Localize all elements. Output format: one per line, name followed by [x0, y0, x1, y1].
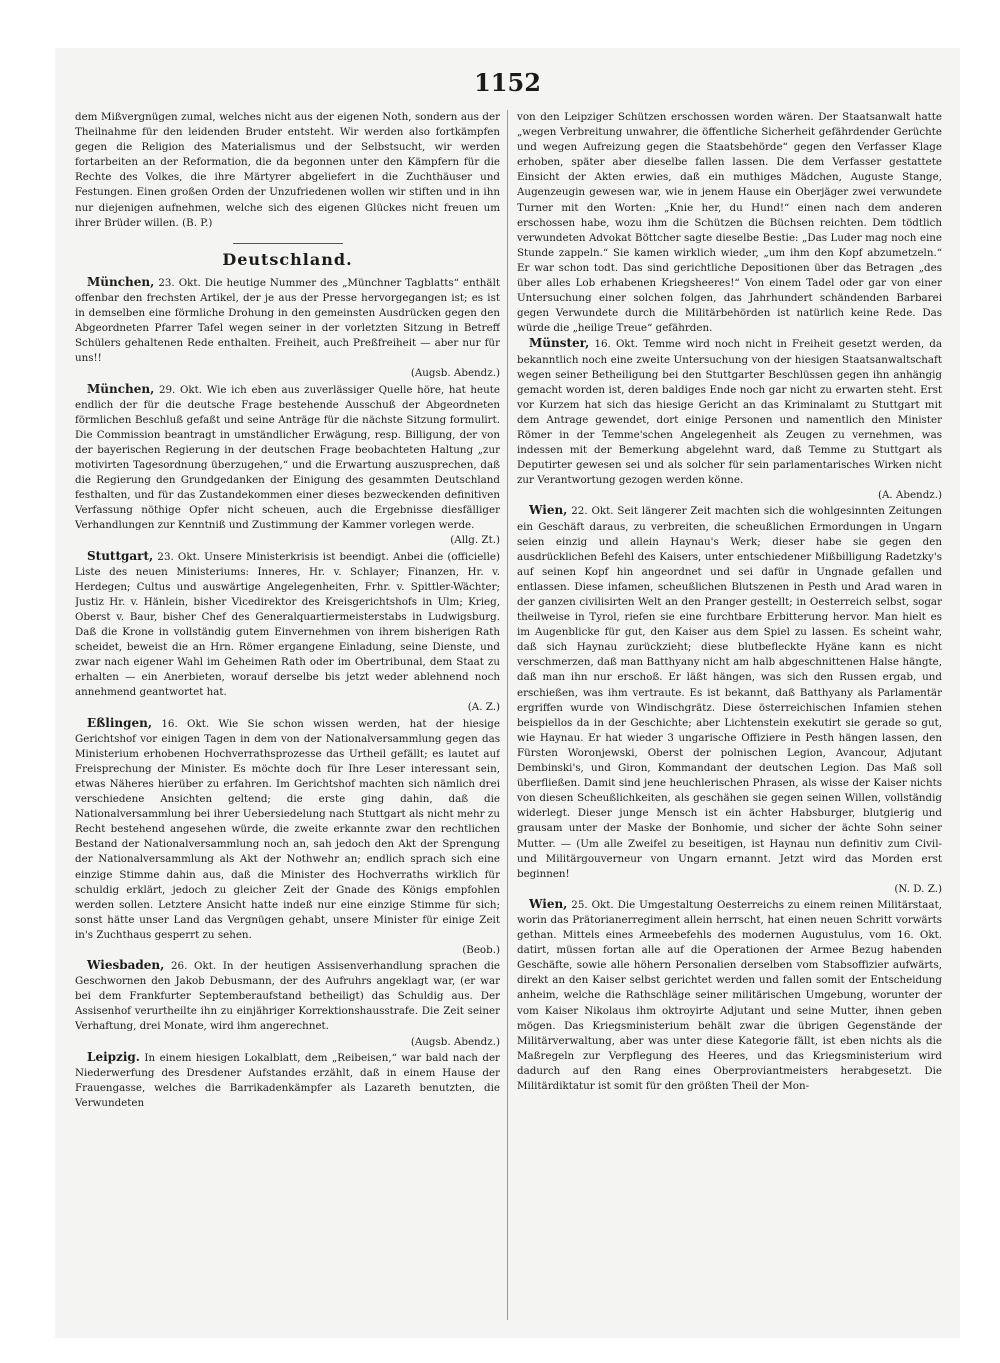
article-source: (A. Abendz.)	[877, 489, 942, 502]
article-dateline: Eßlingen,	[87, 715, 153, 730]
article-source: (N. D. Z.)	[894, 882, 942, 895]
article-text: 16. Okt. Temme wird noch nicht in Freiheit gesetzt werden, da bekanntlich noch eine zweite Untersuchung von der hiesigen Staatsanwaltschaft wegen seiner Betheiligung bei den Stuttgarter Beschlüssen gegen ihn anhängig gemacht worden ist, deren baldiges Ende noch gar nicht zu erwarten steht. Erst vor Kurzem hat sich das hiesige Gericht an das Kriminalamt zu Stuttgart mit dem Antrage gewendet, dort einige Personen und namentlich den Minister Römer in der Temme'schen Angelegenheit als Zeugen zu vernehmen, was indessen mit der Bemerkung abgelehnt ward, daß Temme zu Stuttgart als Deputirter gewesen sei und als solcher für sein parlamentarisches Wirken nicht zur Verantwortung gezogen werden könne.	[517, 338, 942, 487]
article-source: (Augsb. Abendz.)	[410, 367, 500, 380]
article-text: 26. Okt. In der heutigen Assisenverhandlung sprachen die Geschwornen den Jakob Debusmann, der des Aufruhrs angeklagt war, (er war bei dem Frankfurter Septemberaufstand betheiligt) das Schuldig aus. Der Assisenhof verurtheilte ihn zu einjähriger Korrektionshausstrafe. Die Zeit seiner Verhaftung, drei Monate, wird ihm angerechnet.	[75, 960, 500, 1033]
article-muenster	[517, 336, 942, 503]
article-dateline: Stuttgart,	[87, 548, 154, 563]
article-dateline: München,	[87, 381, 155, 396]
section-separator	[233, 243, 343, 244]
column-divider	[507, 110, 508, 1320]
article-text: 23. Okt. Unsere Ministerkrisis ist beendigt. Anbei die (officielle) Liste des neuen Ministeriums: Inneres, Hr. v. Schlayer; Finanzen, Hr. v. Herdegen; Cultus und auswärtige Angelegenheiten, Frhr. v. Spittler-Wächter; Justiz Hr. v. Hänlein, bisher Vicedirektor des Kreisgerichtshofs in Ulm; Krieg, Oberst v. Baur, bisher Chef des Generalquartiermeisterstabs in Ludwigsburg. Daß die Krone in vollständig gutem Einvernehmen von ihrem bisherigen Rath scheidet, beweist die an Hrn. Römer ergangene Einladung, seine Dienste, und zwar nach eigener Wahl im Geheimen Rath oder im Obertribunal, dem Staat zu erhalten — ein Anerbieten, worauf derselbe bis jetzt weder ablehnend noch annehmend geantwortet hat.	[75, 550, 500, 699]
article-muenchen-23	[75, 275, 500, 382]
article-source: (Beob.)	[462, 943, 500, 956]
article-text: 23. Okt. Die heutige Nummer des „Münchner Tagblatts“ enthält offenbar den frechsten Artikel, der je aus der Presse hervorgegangen ist; es ist in demselben eine förmliche Drohung in den gemeinsten Ausdrücken gegen den Abgeordneten Pfarrer Tafel wegen seiner in der vorletzten Sitzung in Betreff Schülers gehaltenen Rede enthalten. Freiheit, auch Preßfreiheit — aber nur für uns!!	[75, 276, 500, 365]
newspaper-page	[55, 48, 960, 1338]
left-intro-paragraph	[75, 110, 500, 231]
article-dateline: Wiesbaden,	[87, 958, 165, 973]
left-column	[75, 110, 500, 1325]
article-source: (A. Z.)	[467, 701, 500, 714]
article-wien-22	[517, 503, 942, 896]
article-text: 29. Okt. Wie ich eben aus zuverlässiger Quelle höre, hat heute endlich der für die deutsche Frage bestehende Ausschuß der Abgeordneten förmlichen Beschluß gefaßt und seine Anträge für die nächste Sitzung formulirt. Die Commission beantragt in umständlicher Erwägung, resp. Billigung, der von der bayerischen Regierung in der deutschen Frage beobachteten Haltung „zur motivirten Tagesordnung überzugehen,“ und die Erwartung auszusprechen, daß die Regierung den Grundgedanken der Einigung des gesammten Deutschland festhalten, und für das Zustandekommen einer dieses bezweckenden definitiven Verfassung nöthige Opfer nicht scheuen, auch die Ergebnisse diesfälliger Verhandlungen zur Kenntniß und Zustimmung der Kammer vorlegen werde.	[75, 383, 500, 532]
article-dateline: Münster,	[529, 336, 590, 351]
left-intro-text: dem Mißvergnügen zumal, welches nicht aus der eigenen Noth, sondern aus der Theilnahme für den leidenden Bruder entsteht. Wir werden also fortkämpfen gegen die Religion des Materialismus und der Selbstsucht, wir werden fortarbeiten an der Reformation, die da begonnen unter den Kämpfern für die Rechte des Volkes, die ihre Märtyrer abgeliefert in die Zuchthäuser und Festungen. Einen großen Orden der Unzufriedenen wollen wir stiften und in ihn nur diejenigen aufnehmen, welche sich des eigenen Glückes nicht freuen um ihrer Brüder willen.	[75, 111, 500, 229]
article-stuttgart	[75, 549, 500, 716]
article-muenchen-29	[75, 382, 500, 549]
article-text: 16. Okt. Wie Sie schon wissen werden, hat der hiesige Gerichtshof vor einigen Tagen in dem von der Nationalversammlung gegen das Ministerium erhobenen Hochverrathsprozesse das Urtheil gefällt; es lautet auf Freisprechung der Minister. Es möchte doch für Ihre Leser interessant sein, etwas Näheres hierüber zu erfahren. Im Gerichtshof machten sich nämlich drei verschiedene Ansichten geltend; die erste ging dahin, daß die Nationalversammlung bei ihrer Uebersiedelung nach Stuttgart als nicht mehr zu Recht bestehend angesehen würde, die zweite erkannte zwar den rechtlichen Bestand der Nationalversammlung noch an, sah jedoch den Akt der Sprengung der Nationalversammlung als Akt der Nothwehr an; endlich sprach sich eine einzige Stimme dahin aus, daß die Minister des Hochverraths wirklich für schuldig erklärt, jedoch zu gleicher Zeit der Gnade des Königs empfohlen werden sollen. Letztere Ansicht hatte indeß nur eine einzige Stimme für sich; sonst hätte unser Land das Vergnügen gehabt, unsere Minister für einige Zeit in's Zuchthaus gesperrt zu sehen.	[75, 717, 500, 941]
article-wiesbaden	[75, 958, 500, 1050]
right-column	[517, 110, 942, 1325]
article-dateline: Wien,	[529, 503, 568, 518]
article-wien-25	[517, 897, 942, 1094]
article-esslingen	[75, 716, 500, 959]
article-leipzig	[75, 1050, 500, 1111]
section-title: Deutschland.	[222, 249, 353, 269]
left-intro-source: (B. P.)	[182, 216, 213, 229]
article-text: 22. Okt. Seit längerer Zeit machten sich die wohlgesinnten Zeitungen ein Geschäft daraus, zu verbreiten, die scheußlichen Ermordungen in Ungarn seien einzig und allein Haynau's Werk; dieser habe sie gegen den ausdrücklichen Befehl des Kaisers, unter entschiedener Mißbilligung Radetzky's auf seinen Kopf hin angeordnet und sei dafür in Ungnade gefallen und entlassen. Diese infamen, scheußlichen Blutszenen in Pesth und Arad waren in der ganzen civilisirten Welt an den Pranger gestellt; in Oesterreich selbst, sogar theilweise in Tyrol, riefen sie eine furchtbare Erbitterung hervor. Man hielt es im Augenblicke für gut, den Kaiser aus dem Spiel zu lassen. Es scheint wahr, daß sich Haynau zurückzieht; diese blutbefleckte Hyäne kann es nicht verschmerzen, daß man Batthyany nicht am halb abgeschnittenen Halse hängte, daß man ihn nur erschoß. Er läßt hängen, was sich den Russen ergab, und erschießen, was ihm vertraute. Es ist bekannt, daß Batthyany als Parlamentär ergriffen wurde von Windischgrätz. Diese österreichischen Infamien stehen beispiellos da in der Geschichte; aber Lichtenstein exekutirt sie gerade so gut, wie Haynau. Er hat wieder 3 ungarische Offiziere in Pesth hängen lassen, den Fürsten Woronjewski, Oberst der polnischen Legion, Avancour, Adjutant Dembinski's, und Giron, Kommandant der deutschen Legion. Das Maß soll überfließen. Damit sind jene heuchlerischen Phrasen, als wisse der Kaiser nichts von diesen Scheußlichkeiten, als geschähen sie gegen seinen Willen, vollständig widerlegt. Dieser junge Mensch ist ein ächter Habsburger, blutgierig und grausam unter der Maske der Bonhomie, und sicher der ächte Sohn seiner Mutter. — (Um alle Zweifel zu beseitigen, ist Haynau nun definitiv zum Civil- und Militärgouverneur von Ungarn ernannt. Jetzt wird das Morden erst beginnen!	[517, 505, 942, 880]
article-dateline: Leipzig.	[87, 1049, 140, 1064]
right-intro-paragraph: von den Leipziger Schützen erschossen worden wären. Der Staatsanwalt hatte „wegen Verbreitung unwahrer, die öffentliche Sicherheit gefährdender Gerüchte und wegen Aufreizung gegen die Staatsbehörde“ gegen den Verfasser Klage erhoben, später aber dieselbe fallen lassen. Die dem Verfasser gestattete Einsicht der Akten erwies, daß ein muthiges Mädchen, Auguste Stange, Augenzeugin gewesen war, wie in jenem Hause ein Oberjäger zwei verwundete Turner mit den Worten: „Knie her, du Hund!“ einen nach dem anderen erschossen habe, wozu ihm die Schützen die Büchsen reichten. Dem tödtlich verwundeten Advokat Böttcher sagte dieselbe Bestie: „Das Luder mag noch eine Stunde zappeln.“ Sie kamen wirklich wieder, „um ihm den Kopf abzumetzeln.“ Er war schon todt. Das sind gerichtliche Depositionen über das Betragen „des über alles Lob erhabenen Kriegsheeres!“ Von einem Tadel oder gar von einer Untersuchung einer solchen folgen, das Jahrhundert schändenden Barbarei gegen Verwundete durch die Militärbehörden ist natürlich keine Rede. Das würde die „heilige Treue“ gefährden.	[517, 111, 942, 335]
article-source: (Augsb. Abendz.)	[410, 1035, 500, 1048]
article-text: 25. Okt. Die Umgestaltung Oesterreichs zu einem reinen Militärstaat, worin das Prätorianerregiment allein herrscht, hat einen neuen Schritt vorwärts gethan. Mittels eines Armeebefehls des modernen Augustulus, vom 16. Okt. datirt, müssen fortan alle auf die Operationen der Armee Bezug habenden Geschäfte, sowie alle höhern Personalien derselben vom Stabsoffizier aufwärts, direkt an den Kaiser selbst gerichtet werden und fallen somit der Entscheidung anheim, welche die Rathschläge seiner militärischen Umgebung, worunter der vom Kaiser Nikolaus ihm oktroyirte Adjutant und seine Mutter, ihnen geben mögen. Das Kriegsministerium behält zwar die übrigen Gegenstände der Militärverwaltung, aber was unter diese Kategorie fällt, ist eben nichts als die Maßregeln zur Verpflegung des Heeres, und das Kriegsministerium wird dadurch auf den Rang eines Oberproviantmeisters herabgesetzt. Die Militärdiktatur ist somit für den größten Theil der Mon-	[517, 898, 942, 1092]
article-source: (Allg. Zt.)	[450, 534, 500, 547]
page-number: 1152	[474, 68, 541, 97]
article-dateline: Wien,	[529, 896, 568, 911]
article-dateline: München,	[87, 274, 155, 289]
article-text: In einem hiesigen Lokalblatt, dem „Reibeisen,“ war bald nach der Niederwerfung des Dresdener Aufstandes erzählt, daß in einem Hause der Frauengasse, welches die Barrikadenkämpfer als Lazareth benutzten, die Verwundeten	[75, 1051, 500, 1109]
